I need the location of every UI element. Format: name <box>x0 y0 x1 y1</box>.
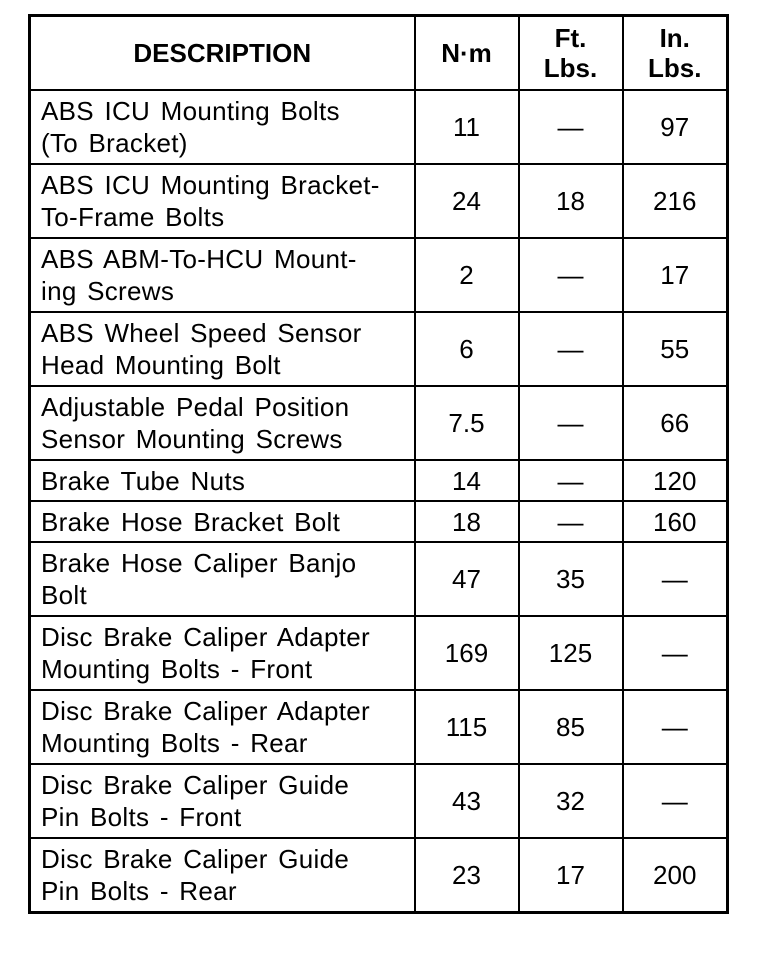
description-cell <box>30 164 415 238</box>
in-lbs-cell: 216 <box>623 164 728 238</box>
in-lbs-cell: — <box>623 764 728 838</box>
description-line1: ABS ABM-To-HCU Mount- <box>41 244 357 274</box>
nm-cell: 169 <box>415 616 519 690</box>
nm-cell: 2 <box>415 238 519 312</box>
table-row <box>30 690 728 764</box>
description-line2: Mounting Bolts - Rear <box>41 728 308 758</box>
header-nm: N·m <box>415 16 519 91</box>
torque-specifications-table <box>28 14 729 914</box>
ft-lbs-cell: — <box>519 386 623 460</box>
description-cell <box>30 312 415 386</box>
description-cell <box>30 838 415 913</box>
ft-lbs-cell: 32 <box>519 764 623 838</box>
header-in-line2: Lbs. <box>648 53 702 83</box>
table-row <box>30 838 728 913</box>
description-line1: Disc Brake Caliper Adapter <box>41 696 370 726</box>
header-ft-lbs <box>519 16 623 91</box>
description-cell <box>30 90 415 164</box>
description-line1: ABS ICU Mounting Bolts <box>41 96 340 126</box>
description-line2: ing Screws <box>41 276 175 306</box>
description-line1: Disc Brake Caliper Adapter <box>41 622 370 652</box>
header-in-lbs <box>623 16 728 91</box>
nm-cell: 23 <box>415 838 519 913</box>
header-in-line1: In. <box>659 23 690 53</box>
description-line2: Bolt <box>41 580 88 610</box>
description-cell <box>30 501 415 542</box>
table-row <box>30 616 728 690</box>
in-lbs-cell: — <box>623 616 728 690</box>
header-ft-line1: Ft. <box>554 23 587 53</box>
description-cell <box>30 616 415 690</box>
table-row <box>30 501 728 542</box>
ft-lbs-cell: 35 <box>519 542 623 616</box>
ft-lbs-cell: 85 <box>519 690 623 764</box>
ft-lbs-cell: — <box>519 90 623 164</box>
description-line2: To-Frame Bolts <box>41 202 225 232</box>
nm-cell: 47 <box>415 542 519 616</box>
table-row <box>30 312 728 386</box>
description-line2: (To Bracket) <box>41 128 188 158</box>
table-row <box>30 164 728 238</box>
ft-lbs-cell: 125 <box>519 616 623 690</box>
description-cell <box>30 764 415 838</box>
description-cell <box>30 460 415 501</box>
nm-cell: 14 <box>415 460 519 501</box>
header-description: DESCRIPTION <box>30 16 415 91</box>
description-line1: ABS ICU Mounting Bracket- <box>41 170 380 200</box>
ft-lbs-cell: — <box>519 501 623 542</box>
in-lbs-cell: — <box>623 542 728 616</box>
description-line1: Disc Brake Caliper Guide <box>41 770 350 800</box>
table-header-row <box>30 16 728 91</box>
description-cell <box>30 386 415 460</box>
ft-lbs-cell: 18 <box>519 164 623 238</box>
in-lbs-cell: 160 <box>623 501 728 542</box>
in-lbs-cell: 66 <box>623 386 728 460</box>
in-lbs-cell: 97 <box>623 90 728 164</box>
in-lbs-cell: 200 <box>623 838 728 913</box>
ft-lbs-cell: — <box>519 460 623 501</box>
description-line1: Brake Hose Caliper Banjo <box>41 548 357 578</box>
description-line2: Head Mounting Bolt <box>41 350 281 380</box>
table-row <box>30 90 728 164</box>
header-ft-line2: Lbs. <box>543 53 598 83</box>
in-lbs-cell: 55 <box>623 312 728 386</box>
description-cell <box>30 542 415 616</box>
nm-cell: 11 <box>415 90 519 164</box>
description-line2: Pin Bolts - Rear <box>41 876 237 906</box>
description-cell <box>30 238 415 312</box>
in-lbs-cell: 17 <box>623 238 728 312</box>
table-row <box>30 386 728 460</box>
nm-cell: 115 <box>415 690 519 764</box>
description-line2: Pin Bolts - Front <box>41 802 242 832</box>
table-row <box>30 238 728 312</box>
table-row <box>30 460 728 501</box>
nm-cell: 24 <box>415 164 519 238</box>
in-lbs-cell: — <box>623 690 728 764</box>
description-line1: Disc Brake Caliper Guide <box>41 844 350 874</box>
description-line1: ABS Wheel Speed Sensor <box>41 318 362 348</box>
in-lbs-cell: 120 <box>623 460 728 501</box>
nm-cell: 7.5 <box>415 386 519 460</box>
description-line1: Adjustable Pedal Position <box>41 392 350 422</box>
description-line2: Mounting Bolts - Front <box>41 654 313 684</box>
ft-lbs-cell: — <box>519 312 623 386</box>
description-line2: Sensor Mounting Screws <box>41 424 343 454</box>
nm-cell: 18 <box>415 501 519 542</box>
ft-lbs-cell: 17 <box>519 838 623 913</box>
ft-lbs-cell: — <box>519 238 623 312</box>
description-line1: Brake Tube Nuts <box>41 465 246 496</box>
table-row <box>30 764 728 838</box>
description-cell <box>30 690 415 764</box>
description-line1: Brake Hose Bracket Bolt <box>41 506 341 537</box>
table-row <box>30 542 728 616</box>
nm-cell: 6 <box>415 312 519 386</box>
nm-cell: 43 <box>415 764 519 838</box>
